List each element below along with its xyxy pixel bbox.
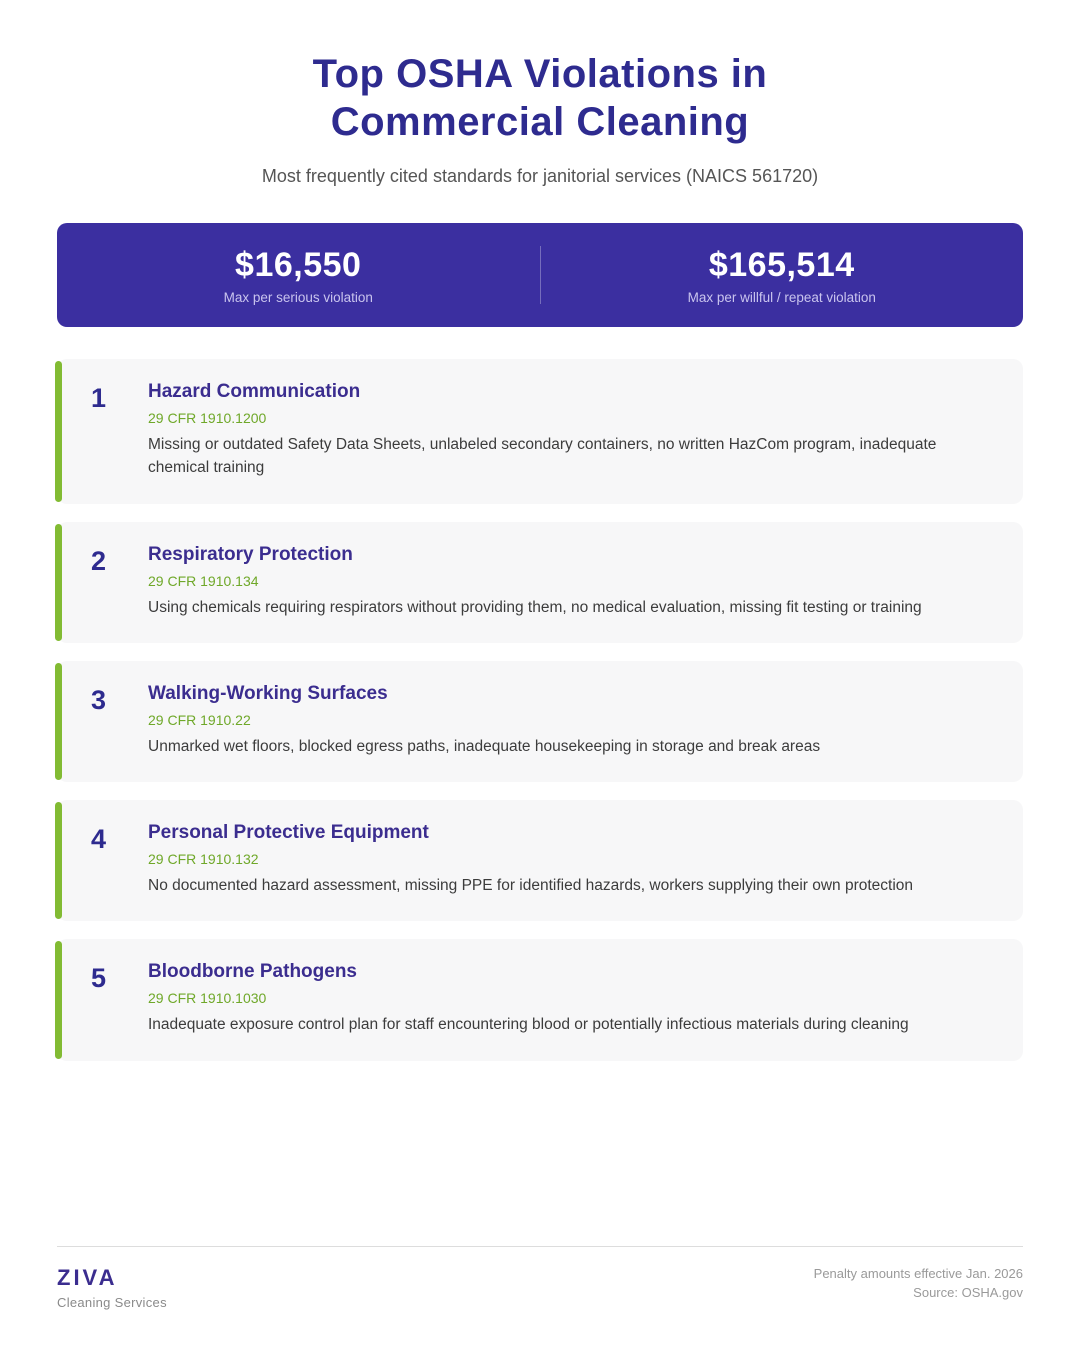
page-footer xyxy=(57,1246,1023,1310)
footer-note xyxy=(814,1265,1023,1303)
card-accent-bar xyxy=(55,941,62,1058)
violation-description: Inadequate exposure control plan for staff encountering blood or potentially infectious materials during cleaning xyxy=(148,1016,909,1034)
violation-body xyxy=(148,544,985,619)
penalty-stat-willful xyxy=(541,246,1024,305)
page-subtitle: Most frequently cited standards for janitorial services (NAICS 561720) xyxy=(261,166,819,186)
violation-rank: 1 xyxy=(91,383,107,413)
violation-description: No documented hazard assessment, missing PPE for identified hazards, workers supplying their own protection xyxy=(148,877,914,894)
page-title-line1: Top OSHA Violations in xyxy=(312,52,768,96)
violation-title: Bloodborne Pathogens xyxy=(148,961,357,983)
penalty-amount-serious: $16,550 xyxy=(235,245,362,284)
violation-body xyxy=(148,961,985,1036)
violation-description: Missing or outdated Safety Data Sheets, unlabeled secondary containers, no written HazCom program, inadequate chemical training xyxy=(148,436,937,477)
brand-subtitle: Cleaning Services xyxy=(57,1295,167,1310)
card-accent-bar xyxy=(55,524,62,641)
violation-title: Hazard Communication xyxy=(148,381,361,402)
page-title xyxy=(57,50,1023,146)
violation-rank: 3 xyxy=(91,684,107,715)
violation-body xyxy=(148,683,985,758)
penalty-banner xyxy=(57,223,1023,327)
violation-rank: 5 xyxy=(91,963,107,994)
violation-card-1 xyxy=(57,359,1023,504)
violation-cfr: 29 CFR 1910.1200 xyxy=(148,410,267,426)
penalty-stat-serious xyxy=(57,246,540,305)
violation-card-5 xyxy=(57,939,1023,1060)
violation-card-3 xyxy=(57,661,1023,782)
footer-note-line2: Source: OSHA.gov xyxy=(913,1284,1023,1300)
violation-rank: 2 xyxy=(91,545,107,576)
card-accent-bar xyxy=(55,361,62,502)
card-accent-bar xyxy=(55,663,62,780)
footer-note-line1: Penalty amounts effective Jan. 2026 xyxy=(813,1266,1023,1281)
violation-title: Walking-Working Surfaces xyxy=(148,682,388,704)
violation-cfr: 29 CFR 1910.1030 xyxy=(148,990,267,1007)
violations-list xyxy=(57,359,1023,1061)
violation-body xyxy=(148,381,985,480)
footer-brand-block xyxy=(57,1265,167,1310)
violation-cfr: 29 CFR 1910.132 xyxy=(148,851,259,867)
penalty-amount-willful: $165,514 xyxy=(708,245,855,284)
brand-logo-text: ZIVA xyxy=(57,1265,118,1290)
page-title-line2: Commercial Cleaning xyxy=(330,100,750,144)
violation-title: Personal Protective Equipment xyxy=(148,822,429,843)
violation-title: Respiratory Protection xyxy=(148,543,353,565)
violation-rank: 4 xyxy=(91,824,107,854)
penalty-label-serious: Max per serious violation xyxy=(223,289,373,305)
violation-description: Using chemicals requiring respirators without providing them, no medical evaluation, missing fit testing or training xyxy=(148,598,922,616)
violation-card-4 xyxy=(57,800,1023,921)
violation-cfr: 29 CFR 1910.134 xyxy=(148,572,259,589)
violation-body xyxy=(148,822,985,897)
violation-description: Unmarked wet floors, blocked egress paths, inadequate housekeeping in storage and break areas xyxy=(148,737,821,755)
violation-cfr: 29 CFR 1910.22 xyxy=(148,711,251,728)
card-accent-bar xyxy=(55,802,62,919)
penalty-label-willful: Max per willful / repeat violation xyxy=(687,289,876,305)
violation-card-2 xyxy=(57,522,1023,643)
